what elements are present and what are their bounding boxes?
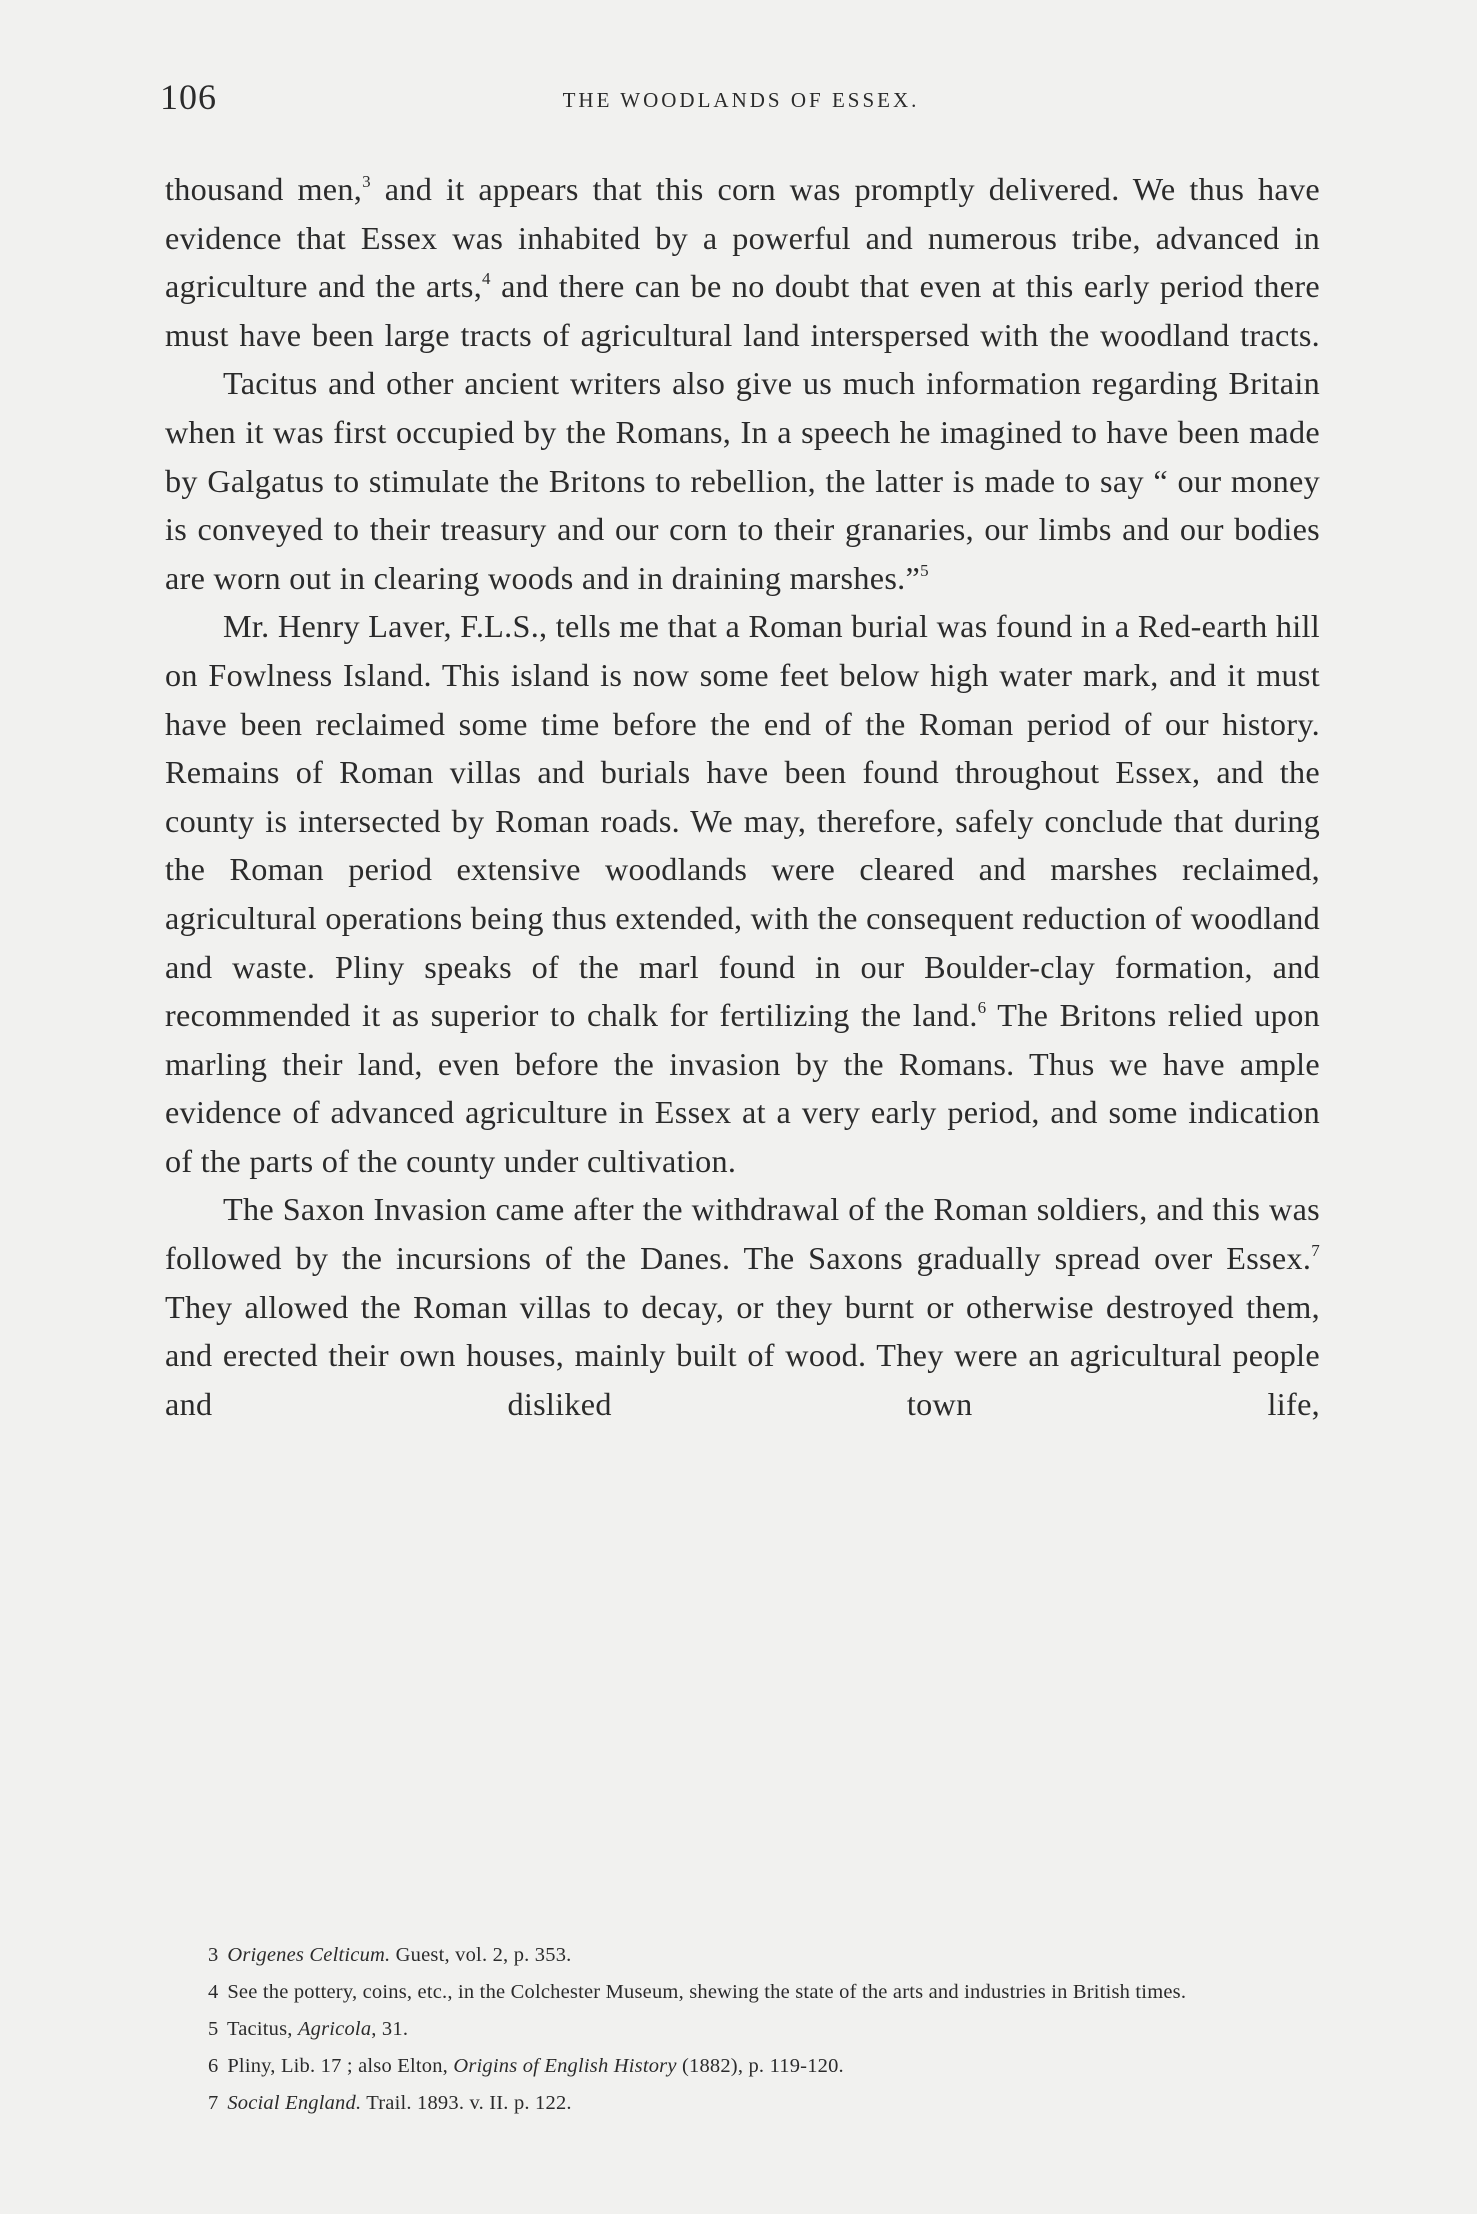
running-title: THE WOODLANDS OF ESSEX. bbox=[562, 88, 920, 112]
footnote-ref-5: 5 bbox=[920, 560, 929, 580]
footnote-text: See the pottery, coins, etc., in the Colchester Museum, shewing the state of the arts and industries in British times. bbox=[227, 1981, 1187, 2003]
footnote-number: 7 bbox=[208, 2092, 219, 2114]
paragraph-text: The Britons relied upon marling their land, even before the invasion by the Romans. Thus we have ample evidence of advanced agriculture in Essex at a very early period, and some indication of the parts of the county under cultivation. bbox=[165, 997, 1320, 1179]
footnote-number: 3 bbox=[208, 1944, 219, 1966]
footnote-text: , 31. bbox=[371, 2018, 409, 2040]
footnote-ref-4: 4 bbox=[482, 269, 491, 289]
paragraph-text: The Saxon Invasion came after the withdrawal of the Roman soldiers, and this was followed by the incursions of the Danes. The Saxons gradually spread over Essex. bbox=[165, 1191, 1320, 1277]
footnote-source-title: Origins of English History bbox=[453, 2055, 677, 2077]
footnote-number: 4 bbox=[208, 1981, 219, 2003]
footnote-number: 6 bbox=[208, 2055, 219, 2077]
page-number: 106 bbox=[160, 77, 217, 117]
paragraph-3 bbox=[165, 602, 1320, 1185]
paragraph-2 bbox=[165, 359, 1320, 602]
footnote-text: Trail. 1893. v. II. p. 122. bbox=[361, 2092, 572, 2114]
paragraph-text: thousand men, bbox=[165, 171, 363, 207]
paragraph-text: They allowed the Roman villas to decay, or they burnt or otherwise destroyed them, and erected their own houses, mainly built of wood. They were an agricultural people and disliked town life, bbox=[165, 1288, 1320, 1422]
footnote-6 bbox=[208, 2053, 1326, 2079]
footnote-source-title: Social England. bbox=[227, 2092, 362, 2114]
footnote-text: Tacitus, bbox=[226, 2018, 298, 2040]
footnote-source-title: Agricola bbox=[297, 2018, 372, 2040]
footnote-3 bbox=[208, 1942, 1326, 1968]
footnote-number: 5 bbox=[208, 2018, 219, 2040]
footnote-4 bbox=[164, 1979, 1326, 2005]
footnote-ref-3: 3 bbox=[362, 172, 371, 191]
paragraph-text: Mr. Henry Laver, F.L.S., tells me that a Roman burial was found in a Red-earth hill on Fowlness Island. This island is now some feet below high water mark, and it must have been reclaimed some time before the end of the Roman period of our history. Remains of Roman villas and burials have been found throughout Essex, and the county is intersected by Roman roads. We may, therefore, safely conclude that during the Roman period extensive woodlands were cleared and marshes reclaimed, agricultural operations being thus extended, with the consequent reduction of woodland and waste. Pliny speaks of the marl found in our Boulder-clay formation, and recommended it as superior to chalk for fertilizing the land. bbox=[165, 608, 1320, 1034]
footnote-source-title: Origenes Celticum. bbox=[227, 1944, 391, 1966]
paragraph-text: and there can be no doubt that even at this early period there must have been large tracts of agricultural land interspersed with the woodland tracts. bbox=[165, 268, 1320, 353]
footnote-text: Guest, vol. 2, p. 353. bbox=[390, 1944, 572, 1966]
footnote-7 bbox=[208, 2090, 1326, 2116]
footnote-text: (1882), p. 119-120. bbox=[676, 2055, 844, 2077]
footnote-text: Pliny, Lib. 17 ; also Elton, bbox=[227, 2055, 454, 2077]
footnote-5 bbox=[208, 2016, 1326, 2042]
paragraph-text: Tacitus and other ancient writers also give us much information regarding Britain when it was first occupied by the Romans, In a speech he imagined to have been made by Galgatus to stimulate the Britons to rebellion, the latter is made to say “ our money is conveyed to their treasury and our corn to their granaries, our limbs and our bodies are worn out in clearing woods and in draining marshes.” bbox=[165, 365, 1320, 596]
page-header bbox=[160, 76, 1322, 126]
paragraph-1 bbox=[165, 165, 1320, 359]
footnote-ref-7: 7 bbox=[1311, 1241, 1320, 1261]
body-text bbox=[165, 165, 1320, 1428]
paragraph-4 bbox=[165, 1185, 1320, 1428]
footnote-ref-6: 6 bbox=[977, 998, 987, 1018]
paragraph-text: and it appears that this corn was promptly delivered. We thus have evidence that Essex was inhabited by a powerful and numerous tribe, advanced in agriculture and the arts, bbox=[165, 171, 1321, 305]
footnotes bbox=[208, 1942, 1326, 2116]
